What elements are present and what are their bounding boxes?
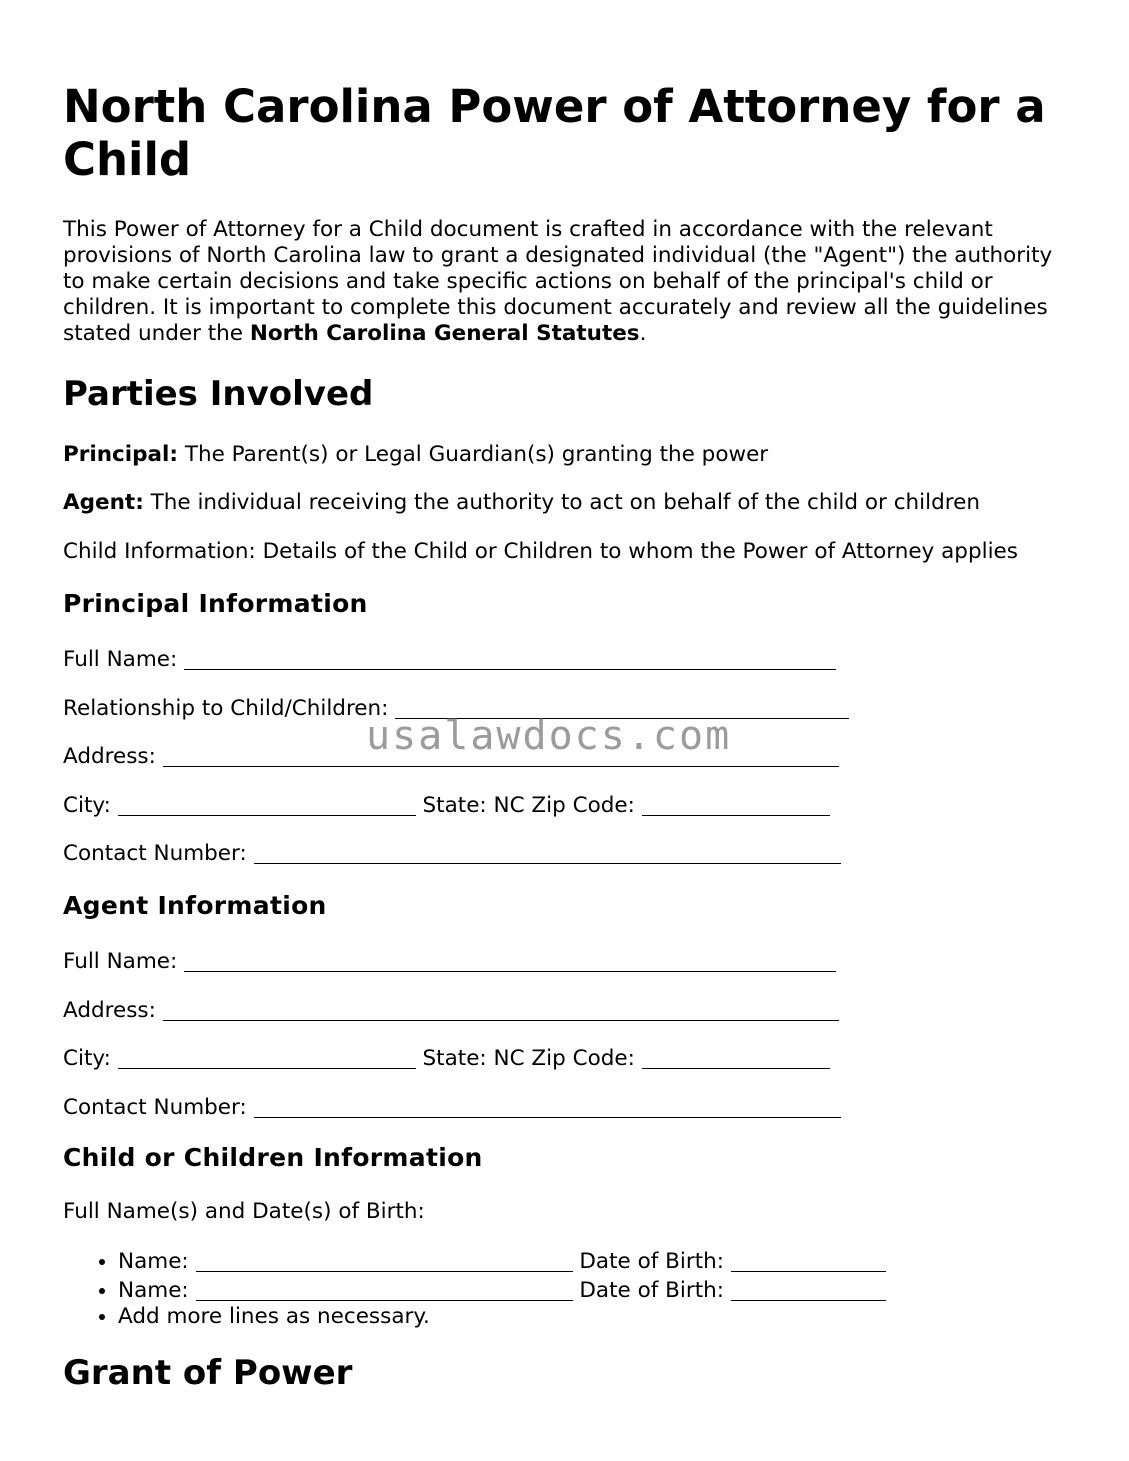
agent-address-field[interactable]: [163, 1000, 839, 1021]
state-zip-label: State: NC Zip Code:: [422, 1046, 635, 1071]
agent-contact-row: [63, 1093, 841, 1121]
principal-information-heading: Principal Information: [63, 589, 368, 618]
address-label: Address:: [63, 744, 156, 769]
agent-definition: [63, 490, 980, 516]
child-name-field[interactable]: [196, 1280, 573, 1301]
intro-paragraph: [63, 217, 1063, 347]
principal-zip-field[interactable]: [642, 795, 830, 816]
child-name-field[interactable]: [196, 1251, 573, 1272]
principal-full-name-field[interactable]: [184, 649, 836, 670]
full-name-label: Full Name:: [63, 949, 178, 974]
agent-full-name-field[interactable]: [184, 951, 836, 972]
list-item: • Add more lines as necessary.: [118, 1304, 886, 1331]
contact-label: Contact Number:: [63, 1095, 247, 1120]
list-item: [118, 1247, 886, 1276]
agent-contact-field[interactable]: [254, 1097, 841, 1118]
contact-label: Contact Number:: [63, 841, 247, 866]
watermark: usalawdocs.com: [366, 713, 732, 759]
intro-text: This Power of Attorney for a Child document is crafted in accordance with the relevant provisions of North Carolina law to grant a designated individual (the "Agent") the authority to make certain decisions and take specific actions on behalf of the principal's child or children. It is important to complete this document accurately and review all the guidelines stated under the: [63, 217, 1053, 346]
children-information-heading: Child or Children Information: [63, 1143, 483, 1172]
agent-label: Agent:: [63, 490, 144, 515]
child-dob-field[interactable]: [731, 1251, 886, 1272]
dob-label: Date of Birth:: [579, 1277, 725, 1303]
intro-text-end: .: [639, 321, 647, 346]
grant-of-power-heading: Grant of Power: [63, 1353, 353, 1393]
agent-city-row: [63, 1044, 830, 1072]
agent-full-name-row: [63, 947, 836, 975]
principal-label: Principal:: [63, 442, 179, 467]
principal-full-name-row: [63, 645, 836, 673]
principal-contact-field[interactable]: [254, 843, 841, 864]
children-list: [63, 1247, 886, 1331]
agent-text: The individual receiving the authority to act on behalf of the child or children: [143, 490, 980, 515]
relationship-label: Relationship to Child/Children:: [63, 696, 389, 721]
principal-contact-row: [63, 839, 841, 867]
principal-city-row: [63, 791, 830, 819]
principal-text: The Parent(s) or Legal Guardian(s) granting the power: [178, 442, 769, 467]
full-name-label: Full Name:: [63, 647, 178, 672]
name-label: Name:: [118, 1249, 189, 1274]
name-label: Name:: [118, 1277, 189, 1303]
agent-address-row: [63, 996, 839, 1024]
child-information-definition: Child Information: Details of the Child or Children to whom the Power of Attorney applies: [63, 539, 1018, 564]
agent-city-field[interactable]: [118, 1048, 416, 1069]
agent-information-heading: Agent Information: [63, 891, 327, 920]
intro-bold-statutes: North Carolina General Statutes: [249, 321, 640, 346]
city-label: City:: [63, 793, 111, 818]
dob-label: Date of Birth:: [579, 1249, 725, 1274]
state-zip-label: State: NC Zip Code:: [422, 793, 635, 818]
page-title: North Carolina Power of Attorney for a Child: [63, 80, 1046, 186]
city-label: City:: [63, 1046, 111, 1071]
principal-definition: [63, 442, 768, 468]
agent-zip-field[interactable]: [642, 1048, 830, 1069]
children-intro: Full Name(s) and Date(s) of Birth:: [63, 1199, 425, 1224]
parties-heading: Parties Involved: [63, 374, 374, 414]
principal-city-field[interactable]: [118, 795, 416, 816]
address-label: Address:: [63, 998, 156, 1023]
child-dob-field[interactable]: [731, 1280, 886, 1301]
list-item: [118, 1276, 886, 1305]
